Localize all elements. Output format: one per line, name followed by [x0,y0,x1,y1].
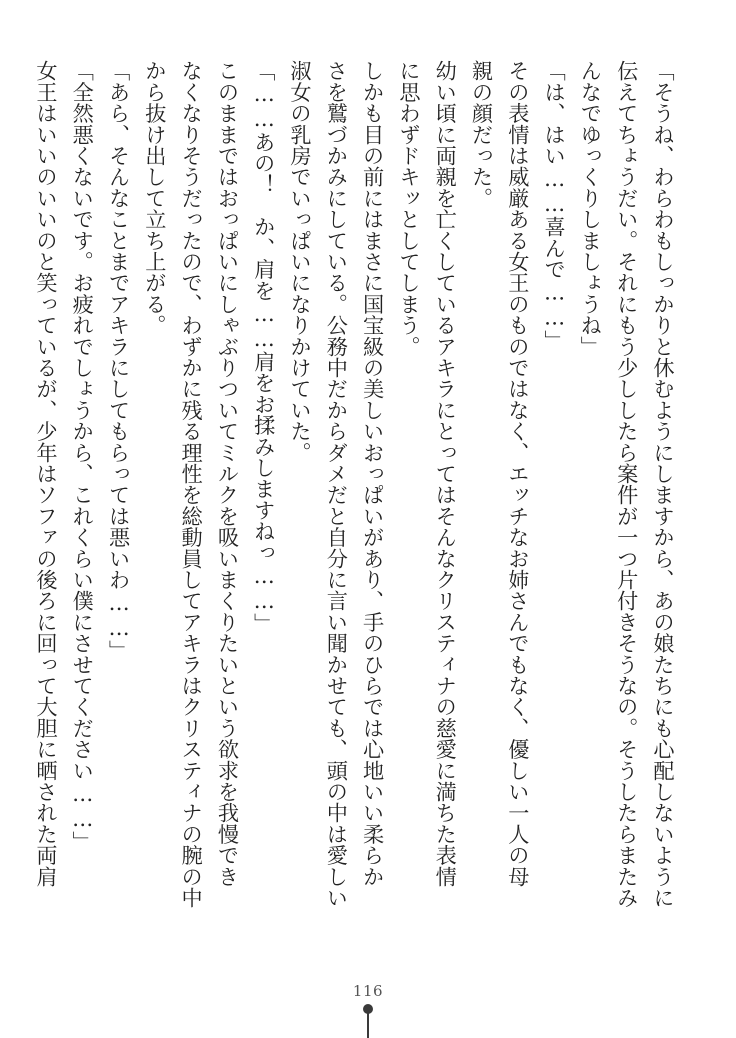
text-line: 女王はいいのいいのと笑っているが、少年はソファの後ろに回って大胆に晒された両肩 [33,60,59,887]
text-line: 「あら、そんなことまでアキラにしてもらっては悪いわ……」 [106,60,132,662]
text-line: その表情は威厳ある女王のものではなく、エッチなお姉さんでもなく、優しい一人の母 [505,60,531,887]
text-line: 幼い頃に両親を亡くしているアキラにとってはそんなクリスティナの慈愛に満ちた表情 [433,60,459,887]
page-marker-icon [367,1004,369,1038]
text-line: 「全然悪くないです。お疲れでしょうから、これくらい僕にさせてください……」 [70,60,96,852]
page-number: 116 [352,982,384,1000]
text-line: 親の顔だった。 [469,60,495,209]
text-line: さを鷲づかみにしている。公務中だからダメだと自分に言い聞かせても、頭の中は愛しい [324,60,350,908]
text-line: 淑女の乳房でいっぱいになりかけていた。 [288,60,314,463]
body-text [28,60,681,960]
text-line: 「は、はい……喜んで……」 [542,60,568,351]
marker-stem [367,1012,369,1038]
text-line: なくなりそうだったので、わずかに残る理性を総動員してアキラはクリスティナの腕の中 [179,60,205,908]
text-line: 「そうね、わらわもしっかりと休むようにしますから、あの娘たちにも心配しないように [651,60,676,908]
text-line: んなでゆっくりしましょうね」 [578,60,604,357]
text-line: に思わずドキッとしてしまう。 [396,60,422,357]
text-line: から抜け出して立ち上がる。 [142,60,168,336]
text-line: このままではおっぱいにしゃぶりついてミルクを吸いまくりたいという欲求を我慢でき [215,60,241,887]
text-line: 伝えてちょうだい。それにもう少ししたら案件が一つ片付きそうなの。そうしたらまたみ [614,60,640,908]
text-line: 「……あの！ か、肩を……肩をお揉みしますねっ……」 [251,60,277,634]
text-line: しかも目の前にはまさに国宝級の美しいおっぱいがあり、手のひらでは心地いい柔らか [360,60,386,887]
